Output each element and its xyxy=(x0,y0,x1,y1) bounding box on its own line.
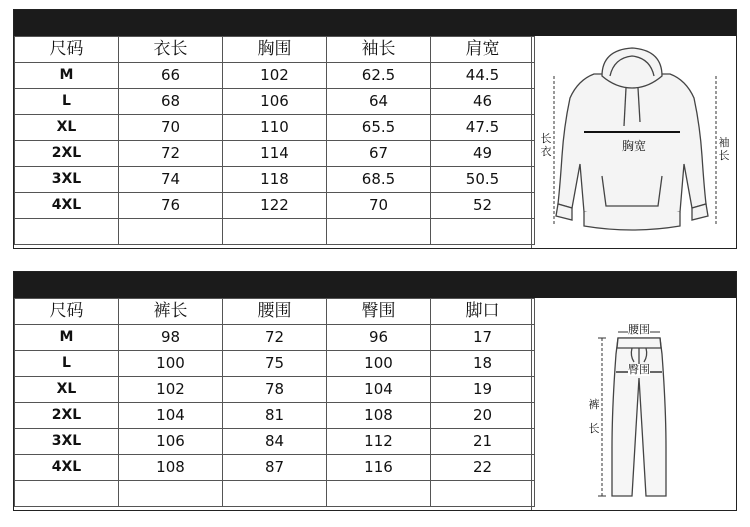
shoulder-cell: 50.5 xyxy=(431,167,535,193)
chest-cell: 102 xyxy=(223,63,327,89)
table-row xyxy=(15,167,535,193)
sleeve-cell: 67 xyxy=(327,141,431,167)
shoulder-cell: 49 xyxy=(431,141,535,167)
sleeve-cell: 70 xyxy=(327,193,431,219)
length-cell: 102 xyxy=(119,377,223,403)
header-leg-opening: 脚口 xyxy=(431,299,535,325)
pants-size-table xyxy=(14,298,535,507)
length-cell: 70 xyxy=(119,115,223,141)
table-row xyxy=(15,377,535,403)
hoodie-size-chart xyxy=(13,9,737,249)
size-cell: XL xyxy=(15,115,119,141)
header-chest: 胸围 xyxy=(223,37,327,63)
pants-length-label-2: 长 xyxy=(588,422,600,435)
length-cell: 100 xyxy=(119,351,223,377)
hip-label: 臀围 xyxy=(628,363,650,376)
header-sleeve: 袖长 xyxy=(327,37,431,63)
empty-row xyxy=(15,219,535,245)
shoulder-cell: 46 xyxy=(431,89,535,115)
hip-cell: 108 xyxy=(327,403,431,429)
header-band xyxy=(14,272,736,298)
size-cell: 4XL xyxy=(15,193,119,219)
length-cell: 66 xyxy=(119,63,223,89)
table-row xyxy=(15,193,535,219)
chest-cell: 122 xyxy=(223,193,327,219)
length-cell: 74 xyxy=(119,167,223,193)
shoulder-cell: 44.5 xyxy=(431,63,535,89)
table-header-row xyxy=(15,299,535,325)
table-header-row xyxy=(15,37,535,63)
leg-opening-cell: 21 xyxy=(431,429,535,455)
hip-cell: 112 xyxy=(327,429,431,455)
length-cell: 98 xyxy=(119,325,223,351)
empty-cell xyxy=(119,481,223,507)
chest-cell: 118 xyxy=(223,167,327,193)
header-hip: 臀围 xyxy=(327,299,431,325)
header-size: 尺码 xyxy=(15,299,119,325)
hip-cell: 104 xyxy=(327,377,431,403)
chest-cell: 110 xyxy=(223,115,327,141)
size-cell: L xyxy=(15,89,119,115)
length-cell: 104 xyxy=(119,403,223,429)
chest-cell: 114 xyxy=(223,141,327,167)
empty-cell xyxy=(223,219,327,245)
leg-opening-cell: 19 xyxy=(431,377,535,403)
leg-opening-cell: 22 xyxy=(431,455,535,481)
table-row xyxy=(15,325,535,351)
length-cell: 72 xyxy=(119,141,223,167)
length-cell: 76 xyxy=(119,193,223,219)
chest-width-label: 胸宽 xyxy=(622,139,647,153)
sleeve-cell: 64 xyxy=(327,89,431,115)
empty-cell xyxy=(15,219,119,245)
table-row xyxy=(15,141,535,167)
waist-cell: 87 xyxy=(223,455,327,481)
empty-cell xyxy=(327,481,431,507)
empty-cell xyxy=(431,219,535,245)
empty-cell xyxy=(119,219,223,245)
waist-cell: 84 xyxy=(223,429,327,455)
size-cell: L xyxy=(15,351,119,377)
table-row xyxy=(15,63,535,89)
table-row xyxy=(15,351,535,377)
hip-cell: 116 xyxy=(327,455,431,481)
shoulder-cell: 52 xyxy=(431,193,535,219)
size-cell: 2XL xyxy=(15,141,119,167)
empty-cell xyxy=(15,481,119,507)
size-cell: 3XL xyxy=(15,167,119,193)
header-waist: 腰围 xyxy=(223,299,327,325)
pants-length-label-1: 裤 xyxy=(588,398,600,411)
header-shoulder: 肩宽 xyxy=(431,37,535,63)
hoodie-illustration xyxy=(531,36,736,248)
waist-cell: 75 xyxy=(223,351,327,377)
leg-opening-cell: 18 xyxy=(431,351,535,377)
pants-size-chart xyxy=(13,271,737,511)
length-cell: 108 xyxy=(119,455,223,481)
chest-cell: 106 xyxy=(223,89,327,115)
header-pants-length: 裤长 xyxy=(119,299,223,325)
header-size: 尺码 xyxy=(15,37,119,63)
table-row xyxy=(15,429,535,455)
empty-row xyxy=(15,481,535,507)
size-cell: 3XL xyxy=(15,429,119,455)
table-row xyxy=(15,89,535,115)
waist-cell: 78 xyxy=(223,377,327,403)
hoodie-size-table xyxy=(14,36,535,245)
size-cell: M xyxy=(15,325,119,351)
hip-cell: 100 xyxy=(327,351,431,377)
waist-cell: 81 xyxy=(223,403,327,429)
length-cell: 68 xyxy=(119,89,223,115)
waist-cell: 72 xyxy=(223,325,327,351)
header-length: 衣长 xyxy=(119,37,223,63)
size-cell: 4XL xyxy=(15,455,119,481)
sleeve-cell: 65.5 xyxy=(327,115,431,141)
size-cell: XL xyxy=(15,377,119,403)
size-cell: M xyxy=(15,63,119,89)
pants-illustration xyxy=(531,298,736,510)
leg-opening-cell: 20 xyxy=(431,403,535,429)
header-band xyxy=(14,10,736,36)
empty-cell xyxy=(431,481,535,507)
waist-label: 腰围 xyxy=(628,323,650,336)
table-row xyxy=(15,455,535,481)
sleeve-cell: 62.5 xyxy=(327,63,431,89)
shoulder-cell: 47.5 xyxy=(431,115,535,141)
sleeve-length-label: 袖长 xyxy=(718,136,730,162)
sleeve-cell: 68.5 xyxy=(327,167,431,193)
garment-length-label: 长衣 xyxy=(540,132,552,158)
hip-cell: 96 xyxy=(327,325,431,351)
table-row xyxy=(15,115,535,141)
empty-cell xyxy=(223,481,327,507)
leg-opening-cell: 17 xyxy=(431,325,535,351)
length-cell: 106 xyxy=(119,429,223,455)
size-cell: 2XL xyxy=(15,403,119,429)
table-row xyxy=(15,403,535,429)
empty-cell xyxy=(327,219,431,245)
